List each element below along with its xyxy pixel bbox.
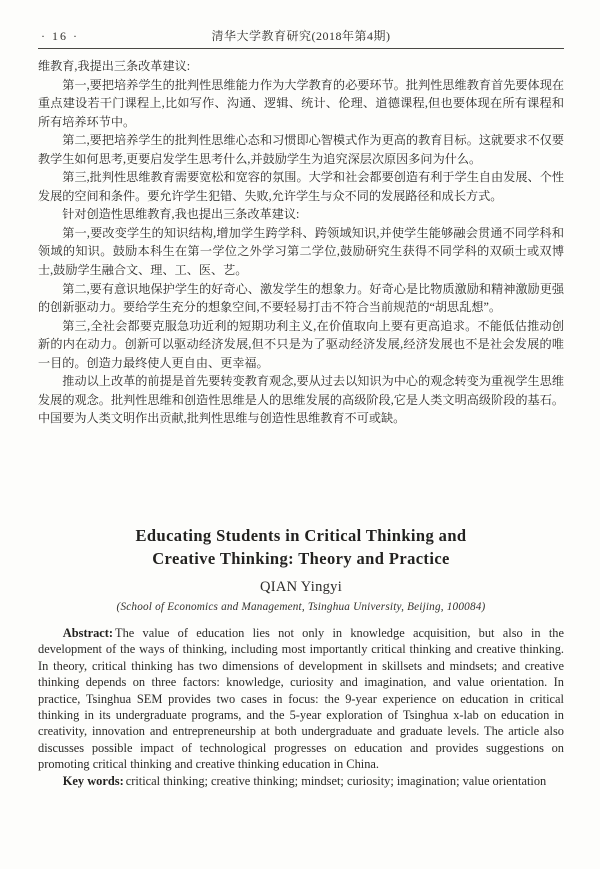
body-paragraph: 第二,要有意识地保护学生的好奇心、激发学生的想象力。好奇心是比物质激励和精神激励更强的创新驱动力。要给学生充分的想象空间,不要轻易打击不符合当前规范的“胡思乱想”。 [38,281,564,315]
body-paragraph: 第三,批判性思维教育需要宽松和宽容的氛围。大学和社会都要创造有利于学生自由发展、个性发展的空间和条件。要允许学生犯错、失败,允许学生与众不同的发展路径和成长方式。 [38,170,564,203]
keywords-label: Key words: [62,773,124,788]
author-affiliation: (School of Economics and Management, Tsinghua University, Beijing, 100084) [116,600,486,613]
article-title [38,524,564,570]
body-paragraph: 第三,全社会都要克服急功近利的短期功利主义,在价值取向上要有更高追求。不能低估推动创新的内在动力。创新可以驱动经济发展,但不只是为了驱动经济发展,经济发展也不是社会发展的唯一目的。创造力最终使人更自由、更幸福。 [38,318,564,370]
journal-title: 清华大学教育研究(2018年第4期) [211,29,391,43]
body-paragraph: 推动以上改革的前提是首先要转变教育观念,要从过去以知识为中心的观念转变为重视学生思维发展的观念。批判性思维和创造性思维是人的思维发展的高级阶段,它是人类文明高级阶段的基石。中国要为人类文明作出贡献,批判性思维与创造性思维教育不可或缺。 [38,374,564,426]
body-paragraph-continuation: 维教育,我提出三条改革建议: [38,59,191,73]
abstract-paragraph [38,625,564,773]
body-paragraph: 第一,要把培养学生的批判性思维能力作为大学教育的必要环节。批判性思维教育首先要体现在重点建设若干门课程上,比如写作、沟通、逻辑、统计、伦理、道德课程,但也要体现在所有课程和所有培养环节中。 [38,77,564,129]
article-title-line1: Educating Students in Critical Thinking and [135,525,467,545]
keywords-text: critical thinking; creative thinking; mindset; curiosity; imagination; value orientation [125,773,547,788]
keywords-line [38,773,564,789]
header-rule [38,48,564,49]
article-body [38,57,564,428]
body-paragraph: 第二,要把培养学生的批判性思维心态和习惯即心智模式作为更高的教育目标。这就要求不仅要教学生如何思考,更要启发学生思考什么,并鼓励学生为追究深层次原因多问为什么。 [38,133,564,166]
body-paragraph: 针对创造性思维教育,我也提出三条改革建议: [62,207,300,222]
body-paragraph: 第一,要改变学生的知识结构,增加学生跨学科、跨领域知识,并使学生能够融会贯通不同学科和领域的知识。鼓励本科生在第一学位之外学习第二学位,鼓励研究生获得不同学科的双硕士或双博士,鼓励学生融合文、理、工、医、艺。 [38,225,564,278]
article-title-line2: Creative Thinking: Theory and Practice [152,548,450,568]
author-name: QIAN Yingyi [259,578,343,595]
page-number: · 16 · [41,29,79,43]
english-title-block [38,524,564,615]
abstract-label: Abstract: [62,625,114,640]
running-head [38,0,564,44]
abstract-block [38,625,564,789]
abstract-text: The value of education lies not only in knowledge acquisition, but also in the development of the ways of thinking, including most importantly critical thinking and creative thinking. In theory, critical thinking has two dimensions of development in skillsets and mindsets; and creative thinking depends on three factors: knowledge, curiosity and imagination, and value orientation. In practice, Tsinghua SEM provides two cases in focus: the 9-year experience on education in critical thinking in its undergraduate programs, and the 5-year exploration of Tsinghua x-lab on education in creativity, innovation and entrepreneurship at both undergraduate and graduate levels. The article also discusses possible impact of technological progresses on education and provides suggestions on promoting critical thinking and creative thinking education in China. [38,625,564,772]
